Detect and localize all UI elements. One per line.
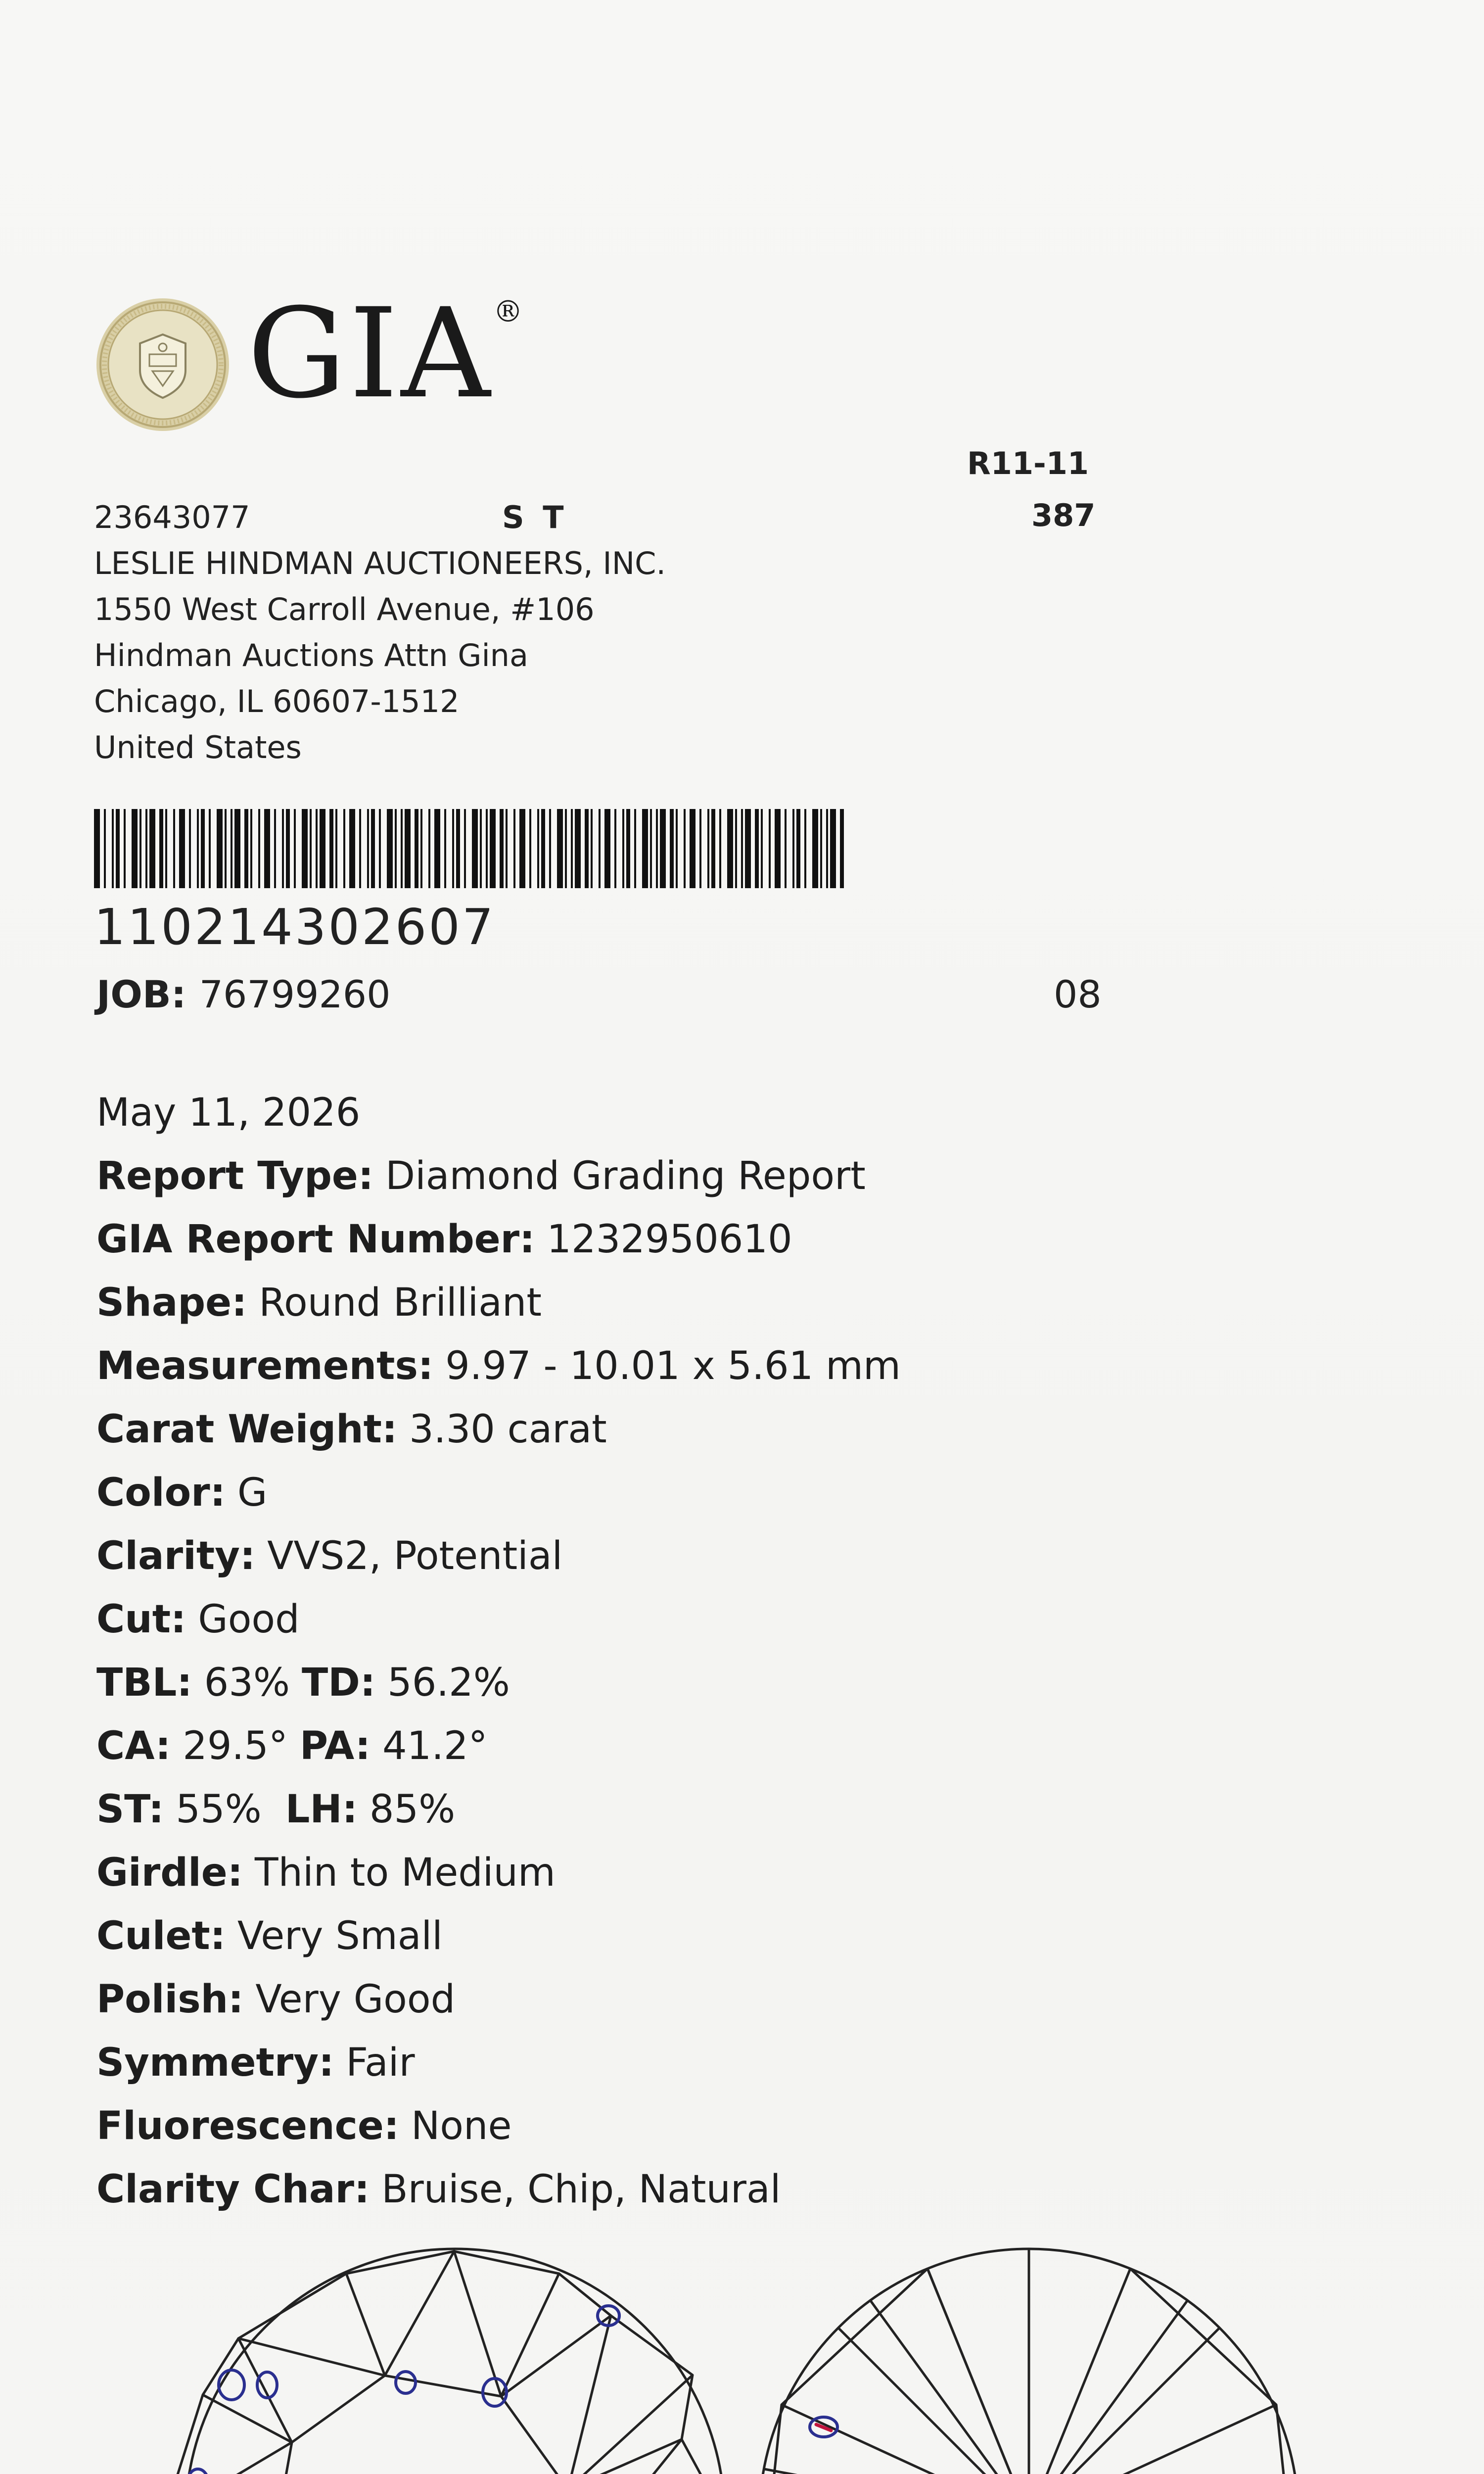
barcode-bar [529, 809, 531, 888]
barcode-bar [310, 809, 312, 888]
barcode-bar [329, 809, 333, 888]
barcode-bar [660, 809, 666, 888]
barcode-bar [622, 809, 624, 888]
barcode-bar [286, 809, 290, 888]
polish-value: Very Good [255, 1977, 456, 2022]
barcode-bar [707, 809, 709, 888]
cut-value: Good [198, 1597, 300, 1642]
job-label: JOB: 76799260 [96, 972, 391, 1016]
barcode-bar [634, 809, 636, 888]
barcode-bar [519, 809, 525, 888]
barcode-bar [727, 809, 733, 888]
barcode-bar [264, 809, 270, 888]
barcode-bar [650, 809, 652, 888]
fluorescence-row: Fluorescence: None [96, 2104, 512, 2148]
shape-value: Round Brilliant [259, 1281, 542, 1325]
barcode-bar [557, 809, 563, 888]
barcode-bar [565, 809, 567, 888]
barcode [94, 809, 848, 888]
barcode-bar [335, 809, 337, 888]
code-387: 387 [1031, 497, 1096, 533]
barcode-bar [231, 809, 232, 888]
barcode-bar [656, 809, 658, 888]
carat-row: Carat Weight: 3.30 carat [96, 1407, 607, 1452]
barcode-bar [359, 809, 361, 888]
barcode-bar [145, 809, 147, 888]
barcode-bar [244, 809, 248, 888]
code-r11-11: R11-11 [967, 445, 1089, 481]
barcode-bar [405, 809, 411, 888]
barcode-bar [434, 809, 440, 888]
barcode-bar [415, 809, 418, 888]
inclusion-markings [186, 2306, 1293, 2474]
barcode-bar [139, 809, 141, 888]
td-value: 56.2% [387, 1661, 510, 1705]
barcode-bar [367, 809, 369, 888]
gia-wordmark: GIA® [247, 282, 526, 426]
barcode-bar [401, 809, 403, 888]
barcode-bar [94, 809, 100, 888]
report-date: May 11, 2026 [96, 1091, 361, 1135]
barcode-bar [755, 809, 759, 888]
clarity-char-row: Clarity Char: Bruise, Chip, Natural [96, 2167, 781, 2212]
barcode-bar [769, 809, 771, 888]
barcode-bar [735, 809, 737, 888]
barcode-bar [537, 809, 539, 888]
report-number-row: GIA Report Number: 1232950610 [96, 1217, 792, 1262]
barcode-bar [684, 809, 686, 888]
barcode-number: 110214302607 [94, 898, 496, 956]
barcode-bar [719, 809, 721, 888]
barcode-bar [217, 809, 223, 888]
barcode-bar [316, 809, 318, 888]
st-value: 55% [176, 1787, 262, 1832]
barcode-bar [792, 809, 794, 888]
barcode-bar [165, 809, 167, 888]
address-line-1: 1550 West Carroll Avenue, #106 [94, 591, 595, 627]
barcode-bar [804, 809, 806, 888]
fluorescence-value: None [411, 2104, 512, 2148]
culet-value: Very Small [237, 1914, 443, 1958]
registered-mark: ® [493, 294, 526, 329]
girdle-row: Girdle: Thin to Medium [96, 1851, 556, 1895]
barcode-bar [500, 809, 504, 888]
tbl-value: 63% [204, 1661, 290, 1705]
barcode-bar [585, 809, 589, 888]
barcode-bar [387, 809, 393, 888]
tbl-td-row: TBL: 63% TD: 56.2% [96, 1661, 510, 1705]
barcode-bar [575, 809, 581, 888]
barcode-bar [472, 809, 478, 888]
barcode-bar [343, 809, 345, 888]
polish-row: Polish: Very Good [96, 1977, 456, 2022]
barcode-bar [820, 809, 822, 888]
barcode-bar [320, 809, 325, 888]
barcode-bar [173, 809, 175, 888]
barcode-bar [741, 809, 743, 888]
st-lh-row: ST: 55% LH: 85% [96, 1787, 456, 1832]
pavilion-diagram [759, 2249, 1298, 2474]
barcode-bar [197, 809, 199, 888]
girdle-value: Thin to Medium [254, 1851, 556, 1895]
barcode-bar [690, 809, 696, 888]
barcode-bar [116, 809, 120, 888]
barcode-bar [124, 809, 126, 888]
barcode-bar [599, 809, 601, 888]
barcode-bar [209, 809, 211, 888]
report-type-row: Report Type: Diamond Grading Report [96, 1154, 866, 1198]
barcode-bar [826, 809, 828, 888]
color-row: Color: G [96, 1471, 268, 1515]
barcode-bar [761, 809, 763, 888]
barcode-bar [513, 809, 515, 888]
barcode-bar [840, 809, 844, 888]
address-line-3: Chicago, IL 60607-1512 [94, 683, 460, 719]
st-code: S T [502, 499, 568, 535]
barcode-bar [225, 809, 227, 888]
barcode-bar [420, 809, 422, 888]
barcode-bar [745, 809, 751, 888]
barcode-bar [371, 809, 375, 888]
barcode-bar [775, 809, 781, 888]
barcode-bar [149, 809, 155, 888]
barcode-bar [711, 809, 715, 888]
barcode-bar [830, 809, 836, 888]
red-inclusion-marks [280, 2425, 831, 2474]
barcode-bar [490, 809, 496, 888]
measurements-row: Measurements: 9.97 - 10.01 x 5.61 mm [96, 1344, 901, 1388]
barcode-bar [452, 809, 454, 888]
gia-seal-icon [94, 296, 232, 433]
barcode-bar [395, 809, 397, 888]
address-line-2: Hindman Auctions Attn Gina [94, 637, 528, 673]
culet-row: Culet: Very Small [96, 1914, 443, 1958]
address-line-4: United States [94, 729, 302, 765]
barcode-bar [179, 809, 185, 888]
barcode-bar [812, 809, 818, 888]
barcode-bar [274, 809, 276, 888]
barcode-bar [379, 809, 381, 888]
barcode-bar [456, 809, 460, 888]
barcode-bar [591, 809, 593, 888]
plot-diagrams [0, 2227, 1484, 2474]
barcode-bar [112, 809, 114, 888]
barcode-bar [201, 809, 205, 888]
symmetry-row: Symmetry: Fair [96, 2041, 415, 2085]
barcode-bar [785, 809, 787, 888]
barcode-bar [234, 809, 240, 888]
carat-value: 3.30 carat [409, 1407, 607, 1452]
barcode-bar [294, 809, 296, 888]
barcode-bar [541, 809, 545, 888]
cut-row: Cut: Good [96, 1597, 300, 1642]
symmetry-value: Fair [346, 2041, 415, 2085]
barcode-bar [444, 809, 446, 888]
barcode-bar [189, 809, 191, 888]
measurements-value: 9.97 - 10.01 x 5.61 mm [445, 1344, 901, 1388]
barcode-bar [302, 809, 308, 888]
ca-value: 29.5° [183, 1724, 288, 1768]
barcode-bar [670, 809, 674, 888]
report-fields [96, 1081, 901, 2221]
barcode-bar [676, 809, 678, 888]
report-number: 1232950610 [547, 1217, 792, 1262]
barcode-bar [258, 809, 260, 888]
barcode-bar [132, 809, 138, 888]
color-value: G [237, 1471, 268, 1515]
barcode-bar [642, 809, 648, 888]
barcode-bar [428, 809, 430, 888]
barcode-bar [549, 809, 551, 888]
crown-diagram [164, 2249, 725, 2474]
barcode-bar [796, 809, 800, 888]
barcode-bar [506, 809, 508, 888]
clarity-value: VVS2, Potential [267, 1534, 563, 1578]
barcode-bar [480, 809, 482, 888]
barcode-bar [626, 809, 630, 888]
company-name: LESLIE HINDMAN AUCTIONEERS, INC. [94, 545, 666, 581]
clarity-row: Clarity: VVS2, Potential [96, 1534, 563, 1578]
barcode-bar [349, 809, 355, 888]
barcode-bar [104, 809, 106, 888]
barcode-bar [464, 809, 466, 888]
barcode-bar [604, 809, 610, 888]
ca-pa-row: CA: 29.5° PA: 41.2° [96, 1724, 488, 1768]
lh-value: 85% [369, 1787, 456, 1832]
job-number: 76799260 [199, 972, 391, 1016]
shape-row: Shape: Round Brilliant [96, 1281, 542, 1325]
barcode-bar [571, 809, 573, 888]
barcode-bar [282, 809, 284, 888]
job-code: 08 [1054, 972, 1102, 1016]
barcode-bar [250, 809, 252, 888]
barcode-bar [614, 809, 616, 888]
pa-value: 41.2° [382, 1724, 488, 1768]
report-type: Diamond Grading Report [385, 1154, 866, 1198]
barcode-bar [159, 809, 163, 888]
barcode-bar [699, 809, 701, 888]
clarity-char-value: Bruise, Chip, Natural [381, 2167, 781, 2212]
client-number: 23643077 [94, 499, 250, 535]
barcode-bar [486, 809, 488, 888]
